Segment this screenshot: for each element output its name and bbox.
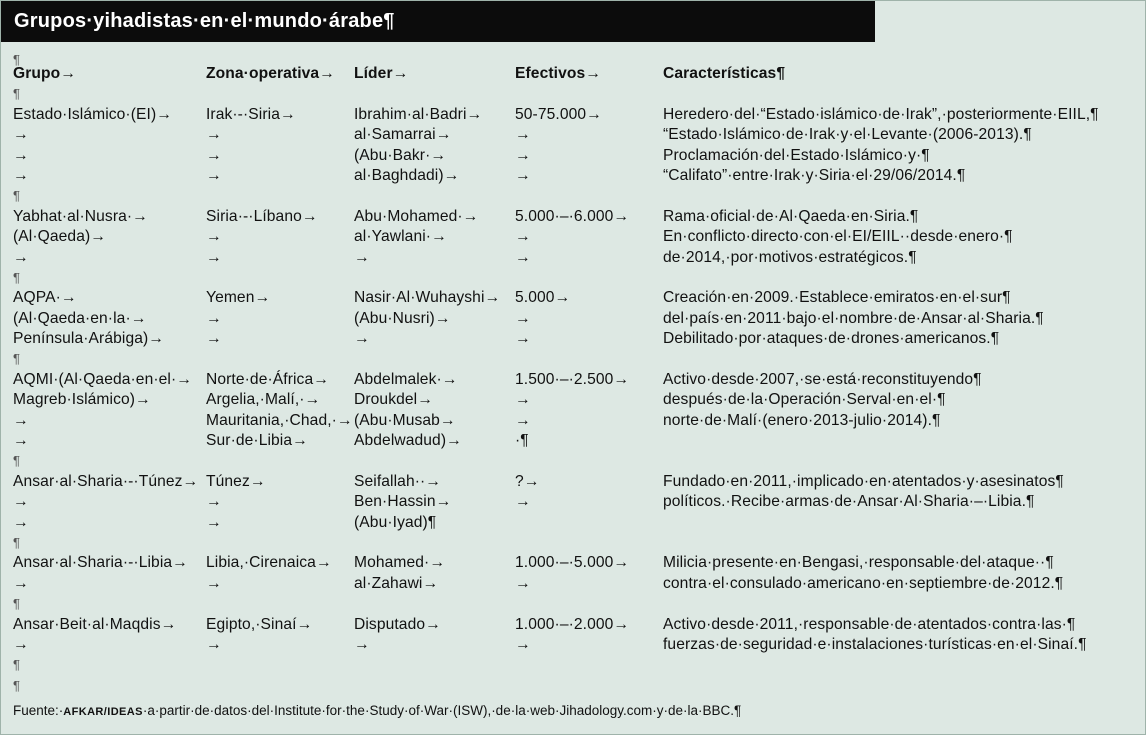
cell-col-1: Egipto,·Sinaí→ <box>206 615 313 633</box>
cell-col-1: → <box>206 330 222 348</box>
cell-col-0: → <box>13 248 29 266</box>
table-row <box>13 431 1133 451</box>
cell-col-1: → <box>206 166 222 184</box>
table-row <box>13 574 1133 594</box>
trailing-mark <box>13 676 1133 696</box>
cell-col-4: contra·el·consulado·americano·en·septiembre·de·2012.¶ <box>663 574 1064 592</box>
cell-col-2: (Abu·Musab→ <box>354 411 456 429</box>
cell-col-3: → <box>515 635 531 653</box>
table-row <box>13 166 1133 186</box>
table-row <box>13 288 1133 308</box>
table-row <box>13 105 1133 125</box>
cell-col-2: → <box>354 330 370 348</box>
pilcrow-mark: ¶ <box>13 269 21 285</box>
cell-col-3: → <box>515 391 531 409</box>
cell-col-1: Siria·-·Líbano→ <box>206 207 318 225</box>
cell-col-0: Ansar·al·Sharia·-·Libia→ <box>13 554 188 572</box>
cell-col-3: → <box>515 309 531 327</box>
table-row <box>13 411 1133 431</box>
cell-col-2: al·Zahawi→ <box>354 574 439 592</box>
cell-col-4: “Califato”·entre·Irak·y·Siria·el·29/06/2014.¶ <box>663 166 966 184</box>
cell-col-2: al·Baghdadi)→ <box>354 166 460 184</box>
group-separator <box>13 451 1133 471</box>
cell-col-0: Yabhat·al·Nusra·→ <box>13 207 148 225</box>
cell-col-3: → <box>515 493 531 511</box>
table-row <box>13 146 1133 166</box>
cell-col-1: → <box>206 228 222 246</box>
cell-col-0: → <box>13 411 29 429</box>
cell-col-1: → <box>206 574 222 592</box>
cell-col-1: → <box>206 513 222 531</box>
cell-col-3: 5.000·–·6.000→ <box>515 207 630 225</box>
cell-col-4: Fundado·en·2011,·implicado·en·atentados·y·asesinatos¶ <box>663 472 1064 490</box>
pilcrow-mark: ¶ <box>13 657 21 673</box>
cell-col-4: norte·de·Malí·(enero·2013-julio·2014).¶ <box>663 411 941 429</box>
cell-col-1: → <box>206 146 222 164</box>
cell-col-0: → <box>13 126 29 144</box>
group-separator <box>13 268 1133 288</box>
cell-col-3: 1.000·–·5.000→ <box>515 554 630 572</box>
cell-col-4: Heredero·del·“Estado·islámico·de·Irak”,·posteriormente·EIIL,¶ <box>663 105 1099 123</box>
cell-col-0: Magreb·Islámico)→ <box>13 391 151 409</box>
cell-col-4: Creación·en·2009.·Establece·emiratos·en·el·sur¶ <box>663 289 1011 307</box>
footnote-text: ·a·partir·de·datos·del·Institute·for·the·Study·of·War·(ISW),·de·la·web·Jihadology.com·y·de·la·BBC.¶ <box>142 703 742 718</box>
pilcrow-mark: ¶ <box>13 596 21 612</box>
table-row <box>13 329 1133 349</box>
cell-col-4: de·2014,·por·motivos·estratégicos.¶ <box>663 248 917 266</box>
cell-col-1: Túnez→ <box>206 472 266 490</box>
cell-col-4: después·de·la·Operación·Serval·en·el·¶ <box>663 391 946 409</box>
cell-col-4: “Estado·Islámico·de·Irak·y·el·Levante·(2006-2013).¶ <box>663 126 1032 144</box>
cell-col-3: → <box>515 330 531 348</box>
footnote-label: Fuente:· <box>13 703 64 718</box>
cell-col-3: 1.500·–·2.500→ <box>515 370 630 388</box>
table-row <box>13 513 1133 533</box>
cell-col-3: → <box>515 228 531 246</box>
groups-table <box>13 52 1133 696</box>
pilcrow-mark: ¶ <box>13 52 21 67</box>
cell-col-0: (Al·Qaeda·en·la·→ <box>13 309 147 327</box>
group-separator <box>13 349 1133 369</box>
cell-col-0: Grupo→ <box>13 65 76 82</box>
cell-col-0: → <box>13 432 29 450</box>
table-row <box>13 492 1133 512</box>
cell-col-0: → <box>13 166 29 184</box>
table-header-row <box>13 64 1133 84</box>
cell-col-2: al·Yawlani·→ <box>354 228 447 246</box>
cell-col-4: Milicia·presente·en·Bengasi,·responsable·del·ataque··¶ <box>663 554 1054 572</box>
cell-col-0: AQMI·(Al·Qaeda·en·el·→ <box>13 370 192 388</box>
table-row <box>13 309 1133 329</box>
cell-col-4: Activo·desde·2007,·se·está·reconstituyendo¶ <box>663 370 982 388</box>
cell-col-2: al·Samarrai→ <box>354 126 452 144</box>
cell-col-0: Estado·Islámico·(EI)→ <box>13 105 172 123</box>
cell-col-2: Seifallah··→ <box>354 472 441 490</box>
cell-col-2: Disputado→ <box>354 615 441 633</box>
cell-col-1: Libia,·Cirenaica→ <box>206 554 332 572</box>
cell-col-3: Efectivos→ <box>515 65 601 82</box>
cell-col-2: (Abu·Iyad)¶ <box>354 513 437 531</box>
cell-col-0: → <box>13 635 29 653</box>
pilcrow-mark: ¶ <box>13 677 21 693</box>
cell-col-2: Abu·Mohamed·→ <box>354 207 479 225</box>
footnote-brand: AFKAR/IDEAS <box>63 706 143 718</box>
cell-col-0: → <box>13 146 29 164</box>
cell-col-1: Argelia,·Malí,·→ <box>206 391 321 409</box>
cell-col-1: Yemen→ <box>206 289 271 307</box>
cell-col-1: → <box>206 493 222 511</box>
cell-col-1: → <box>206 635 222 653</box>
table-row <box>13 553 1133 573</box>
cell-col-2: (Abu·Nusri)→ <box>354 309 451 327</box>
cell-col-1: Norte·de·África→ <box>206 370 329 388</box>
cell-col-4: En·conflicto·directo·con·el·EI/EIIL··desde·enero·¶ <box>663 228 1013 246</box>
group-separator <box>13 533 1133 553</box>
table-row <box>13 248 1133 268</box>
pilcrow-mark: ¶ <box>13 86 21 102</box>
cell-col-2: (Abu·Bakr·→ <box>354 146 447 164</box>
cell-col-1: Sur·de·Libia→ <box>206 432 308 450</box>
cell-col-3: → <box>515 248 531 266</box>
cell-col-4: políticos.·Recibe·armas·de·Ansar·Al·Sharia·–·Libia.¶ <box>663 493 1035 511</box>
cell-col-1: → <box>206 126 222 144</box>
cell-col-2: → <box>354 248 370 266</box>
cell-col-0: Península·Arábiga)→ <box>13 330 164 348</box>
cell-col-4: Rama·oficial·de·Al·Qaeda·en·Siria.¶ <box>663 207 919 225</box>
cell-col-3: → <box>515 146 531 164</box>
cell-col-2: Líder→ <box>354 65 409 82</box>
cell-col-0: Ansar·al·Sharia·-·Túnez→ <box>13 472 199 490</box>
cell-col-3: 50-75.000→ <box>515 105 602 123</box>
cell-col-2: Droukdel→ <box>354 391 433 409</box>
table-row <box>13 635 1133 655</box>
table-row <box>13 615 1133 635</box>
cell-col-1: Mauritania,·Chad,·→ <box>206 411 353 429</box>
pilcrow-mark: ¶ <box>13 534 21 550</box>
table-row <box>13 125 1133 145</box>
group-separator <box>13 594 1133 614</box>
cell-col-1: Zona·operativa→ <box>206 65 335 82</box>
cell-col-2: Abdelmalek·→ <box>354 370 458 388</box>
source-footnote <box>13 703 741 718</box>
cell-col-4: del·país·en·2011·bajo·el·nombre·de·Ansar·al·Sharia.¶ <box>663 309 1044 327</box>
cell-col-4: fuerzas·de·seguridad·e·instalaciones·turísticas·en·el·Sinaí.¶ <box>663 635 1087 653</box>
pilcrow-mark: ¶ <box>13 188 21 204</box>
cell-col-2: Abdelwadud)→ <box>354 432 462 450</box>
cell-col-4: Características¶ <box>663 65 786 82</box>
cell-col-4: Proclamación·del·Estado·Islámico·y·¶ <box>663 146 930 164</box>
pilcrow-mark: ¶ <box>13 351 21 367</box>
cell-col-1: → <box>206 248 222 266</box>
table-row <box>13 207 1133 227</box>
cell-col-3: → <box>515 126 531 144</box>
cell-col-0: AQPA·→ <box>13 289 77 307</box>
cell-col-4: Activo·desde·2011,·responsable·de·atentados·contra·las·¶ <box>663 615 1076 633</box>
cell-col-2: Ben·Hassin→ <box>354 493 452 511</box>
cell-col-2: → <box>354 635 370 653</box>
cell-col-1: → <box>206 309 222 327</box>
cell-col-3: → <box>515 411 531 429</box>
cell-col-0: → <box>13 513 29 531</box>
cell-col-0: Ansar·Beit·al·Maqdis→ <box>13 615 177 633</box>
table-row <box>13 227 1133 247</box>
cell-col-3: ·¶ <box>515 432 529 450</box>
page-title: Grupos·yihadistas·en·el·mundo·árabe¶ <box>1 1 875 42</box>
cell-col-0: → <box>13 574 29 592</box>
table-row <box>13 472 1133 492</box>
header-pre-mark <box>13 52 1133 67</box>
cell-col-4: Debilitado·por·ataques·de·drones·americanos.¶ <box>663 330 1000 348</box>
table-row <box>13 390 1133 410</box>
cell-col-3: ?→ <box>515 472 540 490</box>
group-separator <box>13 186 1133 206</box>
cell-col-2: Ibrahim·al·Badri→ <box>354 105 483 123</box>
group-separator <box>13 655 1133 675</box>
cell-col-0: → <box>13 493 29 511</box>
cell-col-1: Irak·-·Siria→ <box>206 105 296 123</box>
table-row <box>13 370 1133 390</box>
cell-col-0: (Al·Qaeda)→ <box>13 228 106 246</box>
cell-col-2: Nasir·Al·Wuhayshi→ <box>354 289 501 307</box>
cell-col-3: 1.000·–·2.000→ <box>515 615 630 633</box>
pilcrow-mark: ¶ <box>13 453 21 469</box>
cell-col-3: → <box>515 574 531 592</box>
cell-col-2: Mohamed·→ <box>354 554 446 572</box>
cell-col-3: 5.000→ <box>515 289 571 307</box>
header-post-mark <box>13 84 1133 104</box>
cell-col-3: → <box>515 166 531 184</box>
